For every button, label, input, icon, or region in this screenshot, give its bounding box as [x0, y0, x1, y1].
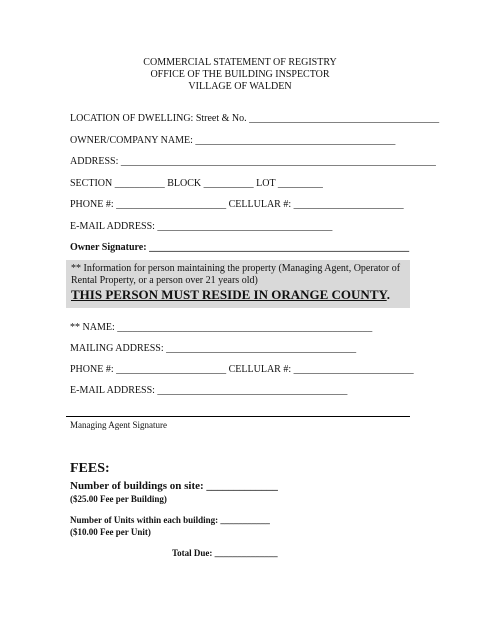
location-of-dwelling-field[interactable]: LOCATION OF DWELLING: Street & No. ______________________________________	[70, 113, 440, 124]
agent-name-field[interactable]: ** NAME: ___________________________________________________	[70, 322, 373, 333]
agent-signature-label: Managing Agent Signature	[70, 420, 167, 430]
header-title: COMMERCIAL STATEMENT OF REGISTRY	[143, 57, 337, 68]
owner-company-name-field[interactable]: OWNER/COMPANY NAME: ________________________________________	[70, 135, 396, 146]
agent-email-field[interactable]: E-MAIL ADDRESS: ______________________________________	[70, 385, 348, 396]
agent-notice-text: ** Information for person maintaining the property (Managing Agent, Operator of Rental Property, or a person over 21 years old)	[71, 263, 401, 286]
reside-requirement-period: .	[386, 287, 390, 302]
owner-phone-cellular-field[interactable]: PHONE #: ______________________ CELLULAR #: ______________________	[70, 199, 404, 210]
agent-phone-cellular-field[interactable]: PHONE #: ______________________ CELLULAR #: ________________________	[70, 364, 414, 375]
total-due-field[interactable]: Total Due: ______________	[172, 548, 278, 558]
section-block-lot-field[interactable]: SECTION __________ BLOCK __________ LOT _________	[70, 178, 323, 189]
address-field[interactable]: ADDRESS: _______________________________________________________________	[70, 156, 436, 167]
buildings-count-field[interactable]: Number of buildings on site: _____________	[70, 480, 278, 492]
reside-requirement	[71, 287, 390, 302]
units-fee-note: ($10.00 Fee per Unit)	[70, 527, 151, 537]
units-count-field[interactable]: Number of Units within each building: ___________	[70, 515, 270, 525]
reside-requirement-text: THIS PERSON MUST RESIDE IN ORANGE COUNTY	[71, 287, 387, 302]
fees-heading: FEES:	[70, 461, 110, 476]
header-village: VILLAGE OF WALDEN	[188, 81, 292, 92]
owner-signature-field[interactable]: Owner Signature: ____________________________________________________	[70, 242, 410, 253]
buildings-fee-note: ($25.00 Fee per Building)	[70, 494, 167, 504]
agent-signature-line[interactable]	[66, 416, 410, 417]
owner-email-field[interactable]: E-MAIL ADDRESS: ___________________________________	[70, 221, 333, 232]
mailing-address-field[interactable]: MAILING ADDRESS: ______________________________________	[70, 343, 357, 354]
header-office: OFFICE OF THE BUILDING INSPECTOR	[150, 69, 330, 80]
agent-notice-box	[66, 260, 410, 308]
